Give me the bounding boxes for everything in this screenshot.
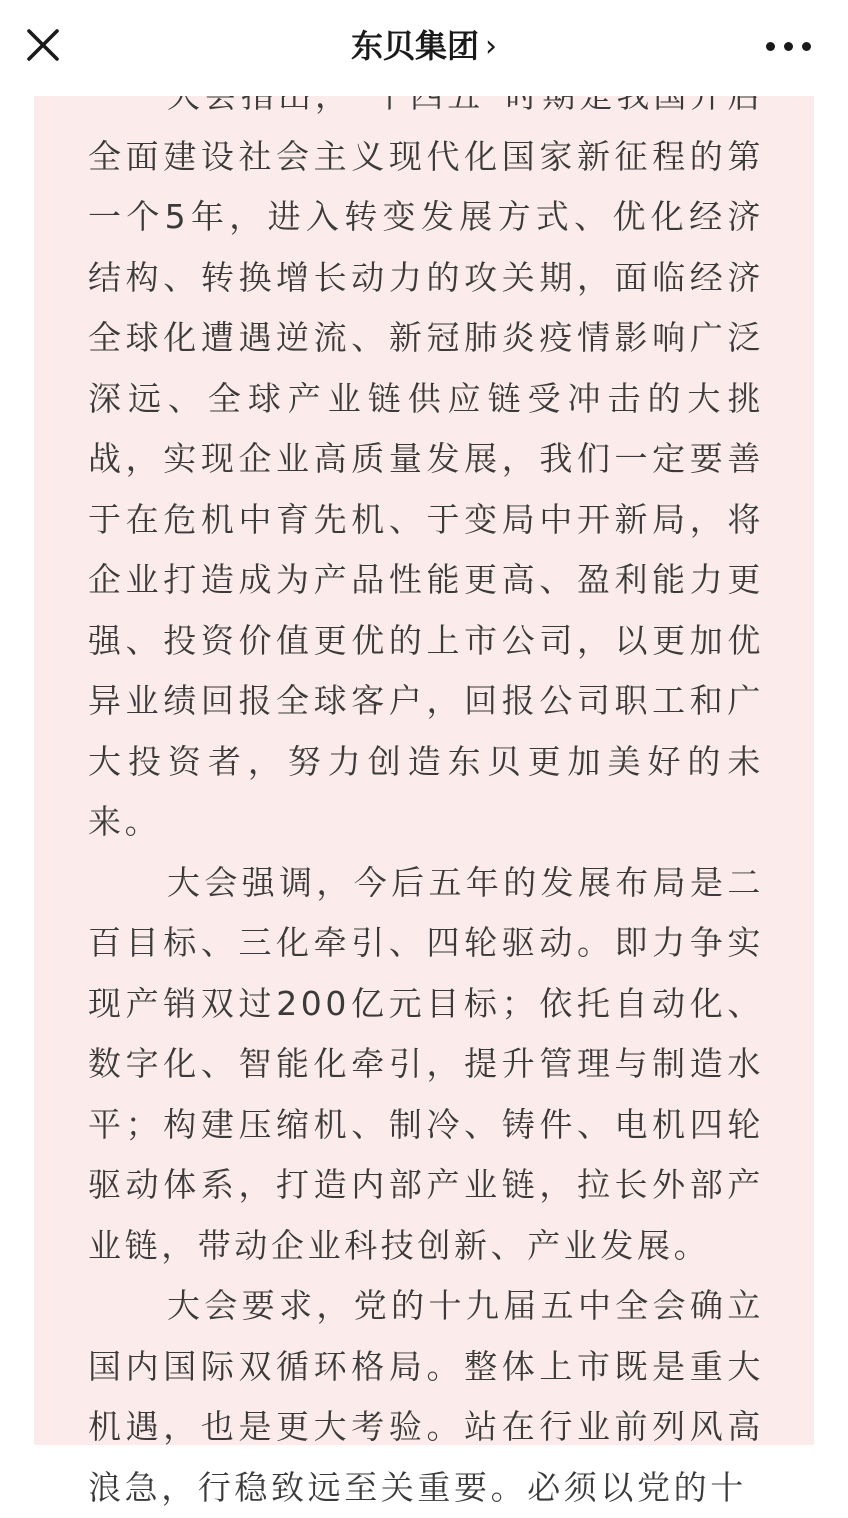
more-icon-dot — [766, 42, 775, 51]
article-paragraph: 全面建设社会主义现代化国家新征程的第一个5年，进入转变发展方式、优化经济结构、转换增长动力的攻关期，面临经济全球化遭遇逆流、新冠肺炎疫情影响广泛深远、全球产业链供应链受冲击的大挑战，实现企业高质量发展，我们一定要善于在危机中育先机、于变局中开新局，将企业打造成为产品性能更高、盈利能力更强、投资价值更优的上市公司，以更加优异业绩回报全球客户，回报公司职工和广大投资者，努力创造东贝更加美好的未来。 — [88, 136, 764, 841]
chevron-right-icon: › — [485, 29, 497, 64]
more-icon-dot — [802, 42, 811, 51]
more-icon-dot — [784, 42, 793, 51]
article-body — [88, 66, 764, 1518]
account-name: 东贝集团 — [350, 27, 479, 65]
top-navigation-bar — [0, 0, 848, 96]
article-paragraph: 大会要求，党的十九届五中全会确立国内国际双循环格局。整体上市既是重大机遇，也是更大考验。站在行业前列风高浪急，行稳致远至关重要。必须以党的十 — [88, 1286, 764, 1507]
more-options-button[interactable] — [766, 28, 812, 64]
account-title-link[interactable] — [0, 24, 848, 68]
article-content-panel — [34, 96, 814, 1507]
article-paragraph: 大会强调，今后五年的发展布局是二百目标、三化牵引、四轮驱动。即力争实现产销双过200亿元目标；依托自动化、数字化、智能化牵引，提升管理与制造水平；构建压缩机、制冷、铸件、电机四轮驱动体系，打造内部产业链，拉长外部产业链，带动企业科技创新、产业发展。 — [88, 862, 764, 1265]
